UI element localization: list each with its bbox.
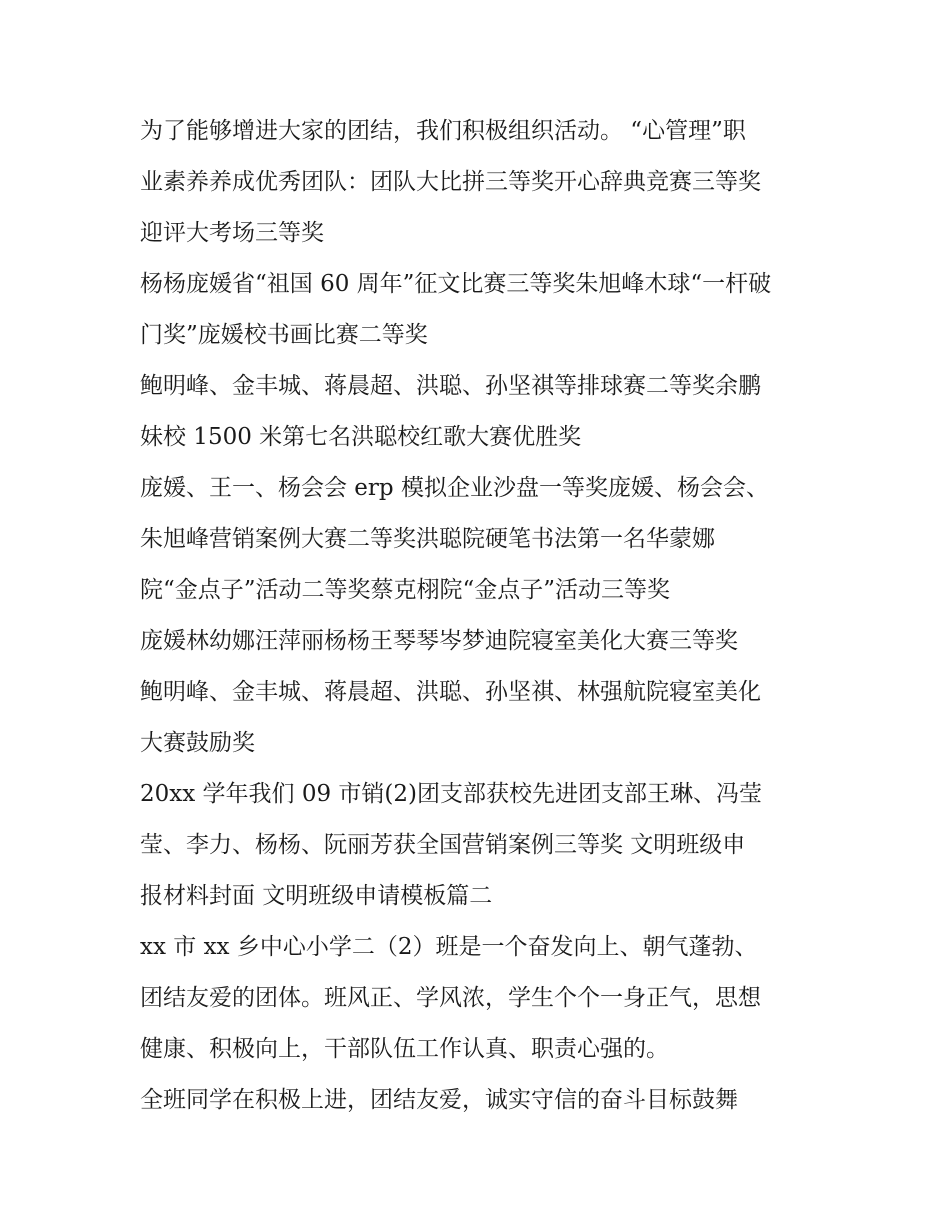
text-line: 莹、李力、杨杨、阮丽芳获全国营销案例三等奖 文明班级申	[140, 832, 746, 858]
text-line: 院“金点子”活动二等奖蔡克栩院“金点子”活动三等奖	[140, 577, 671, 603]
text-line: 杨杨庞媛省“祖国 60 周年”征文比赛三等奖朱旭峰木球“一杆破	[140, 271, 772, 297]
text-line: 业素养养成优秀团队：团队大比拼三等奖开心辞典竞赛三等奖	[140, 169, 761, 195]
text-line: 团结友爱的团体。班风正、学风浓，学生个个一身正气，思想	[140, 985, 761, 1011]
text-line: xx 市 xx 乡中心小学二（2）班是一个奋发向上、朝气蓬勃、	[140, 934, 758, 960]
text-line: 全班同学在积极上进，团结友爱，诚实守信的奋斗目标鼓舞	[140, 1087, 738, 1113]
text-line: 为了能够增进大家的团结，我们积极组织活动。 “心管理”职	[140, 118, 746, 144]
text-line: 鲍明峰、金丰城、蒋晨超、洪聪、孙坚祺等排球赛二等奖余鹏	[140, 373, 761, 399]
text-line: 门奖”庞媛校书画比赛二等奖	[140, 322, 428, 348]
text-line: 鲍明峰、金丰城、蒋晨超、洪聪、孙坚祺、林强航院寝室美化	[140, 679, 761, 705]
text-line: 大赛鼓励奖	[140, 730, 255, 756]
text-line: 妹校 1500 米第七名洪聪校红歌大赛优胜奖	[140, 424, 582, 450]
text-line: 健康、积极向上，干部队伍工作认真、职责心强的。	[140, 1036, 669, 1062]
text-line: 20xx 学年我们 09 市销(2)团支部获校先进团支部王琳、冯莹	[140, 781, 762, 807]
text-line: 迎评大考场三等奖	[140, 220, 324, 246]
document-body	[140, 106, 820, 1126]
text-line: 朱旭峰营销案例大赛二等奖洪聪院硬笔书法第一名华蒙娜	[140, 526, 715, 552]
text-line: 报材料封面 文明班级申请模板篇二	[140, 883, 493, 909]
text-line: 庞媛林幼娜汪萍丽杨杨王琴琴岑梦迪院寝室美化大赛三等奖	[140, 628, 738, 654]
text-line: 庞媛、王一、杨会会 erp 模拟企业沙盘一等奖庞媛、杨会会、	[140, 475, 769, 501]
